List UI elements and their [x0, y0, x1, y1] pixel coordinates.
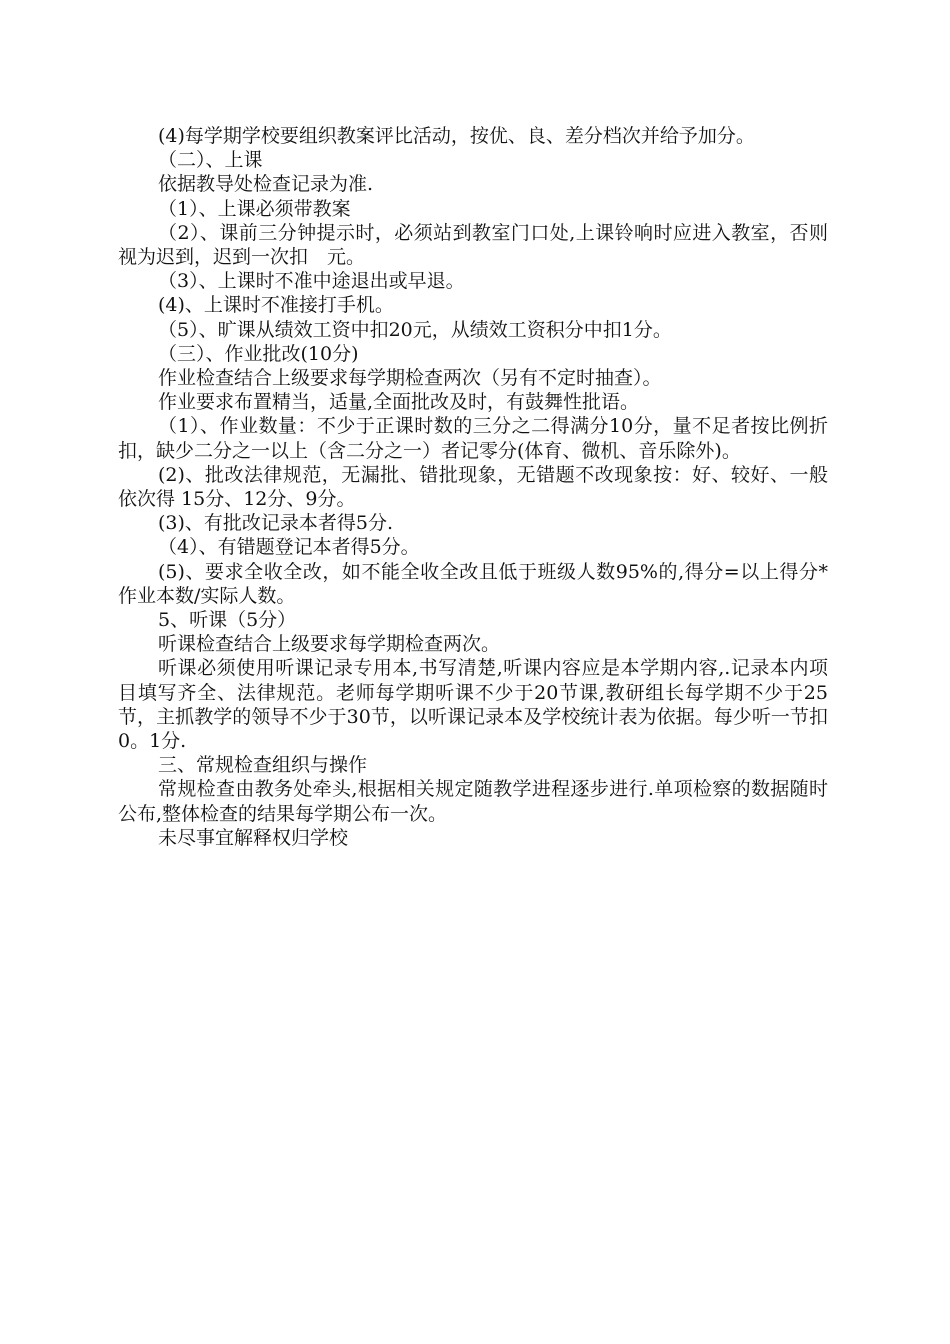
heading-homework: （三）、作业批改(10分) — [158, 342, 359, 365]
heading-routine-check: 三、常规检查组织与操作 — [158, 754, 368, 777]
paragraph-basis: 依据教导处检查记录为准. — [158, 173, 374, 196]
paragraph-homework-check: 作业检查结合上级要求每学期检查两次（另有不定时抽查）。 — [158, 367, 662, 390]
paragraph-final-note: 未尽事宜解释权归学校 — [158, 826, 349, 849]
paragraph-observation-rules: 听课必须使用听课记录专用本,书写清楚,听课内容应是本学期内容,.记录本内项目填写齐全、法律规范。老师每学期听课不少于20节课,教研组长每学期不少于25节，主抓教学的领导不少于30节，以听课记录本及学校统计表为依据。每少听一节扣0。1分. — [118, 657, 828, 753]
paragraph-homework-requirement: 作业要求布置精当，适量,全面批改及时，有鼓舞性批语。 — [158, 391, 640, 414]
paragraph-homework-3: (3)、有批改记录本者得5分. — [158, 512, 394, 535]
paragraph-routine-check: 常规检查由教务处牵头,根据相关规定随教学进程逐步进行.单项检察的数据随时公布,整体检查的结果每学期公布一次。 — [118, 778, 828, 825]
paragraph-rule-5: （5）、旷课从绩效工资中扣20元，从绩效工资积分中扣1分。 — [158, 318, 672, 341]
paragraph-rule-1: （1）、上课必须带教案 — [158, 197, 351, 220]
paragraph-homework-2: (2)、批改法律规范，无漏批、错批现象，无错题不改现象按：好、较好、一般依次得 15分、12分、9分。 — [118, 463, 828, 511]
heading-teaching: （二）、上课 — [158, 149, 263, 172]
paragraph-observation-check: 听课检查结合上级要求每学期检查两次。 — [158, 633, 501, 656]
paragraph-homework-1: （1）、作业数量：不少于正课时数的三分之二得满分10分，量不足者按比例折扣，缺少二分之一以上（含二分之一）者记零分(体育、微机、音乐除外)。 — [118, 415, 828, 462]
heading-observation: 5、听课（5分） — [158, 609, 297, 632]
paragraph-rule-4: (4)、上课时不准接打手机。 — [158, 294, 394, 317]
paragraph-homework-5: (5)、要求全收全改，如不能全收全改且低于班级人数95%的,得分=以上得分*作业本数/实际人数。 — [118, 560, 828, 607]
paragraph-homework-4: （4）、有错题登记本者得5分。 — [158, 536, 420, 559]
paragraph-rule-2: （2）、课前三分钟提示时，必须站到教室门口处,上课铃响时应进入教室，否则视为迟到，迟到一次扣 元。 — [118, 221, 828, 269]
paragraph-lesson-plan-contest: (4)每学期学校要组织教案评比活动，按优、良、差分档次并给予加分。 — [158, 125, 755, 147]
document-body — [118, 124, 828, 850]
paragraph-rule-3: （3）、上课时不准中途退出或早退。 — [158, 270, 465, 293]
